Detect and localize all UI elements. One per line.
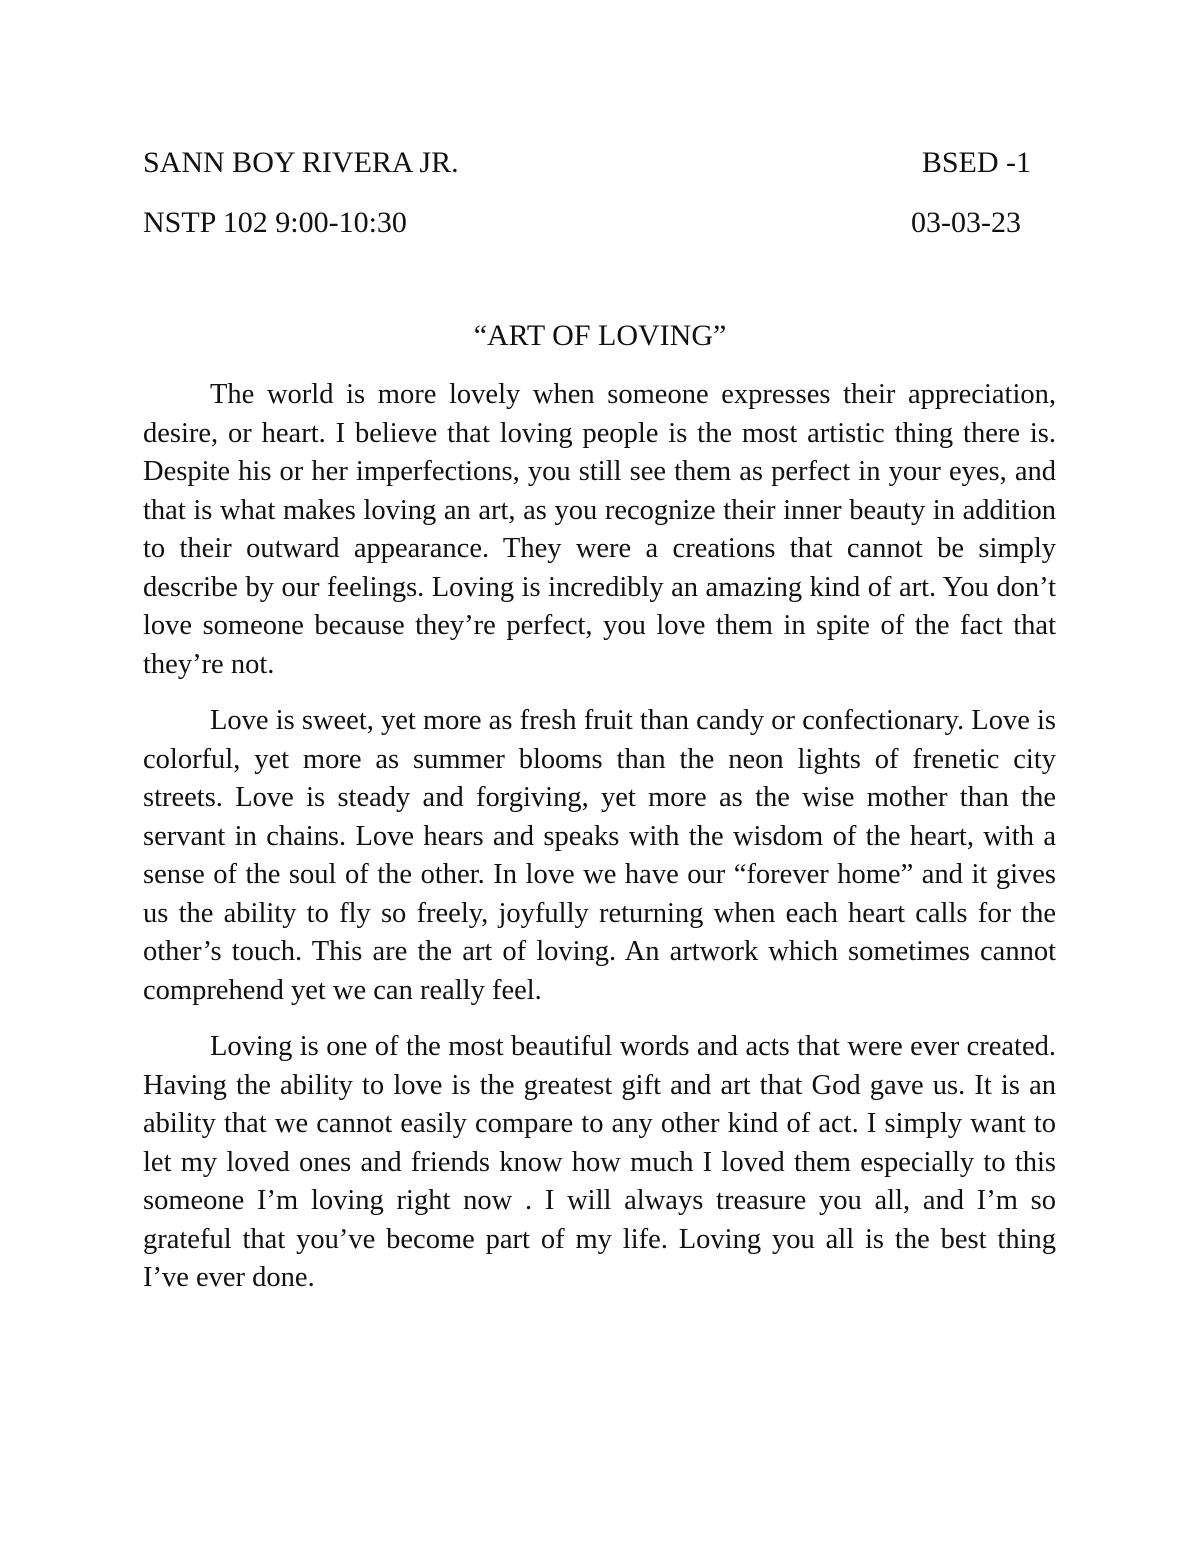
essay-body [143, 376, 1056, 1316]
paragraph-1: The world is more lovely when someone expresses their appreciation, desire, or heart. I believe that loving people is the most artistic thing there is. Despite his or her imperfections, you still see them as perfect in your eyes, and that is what makes loving an art, as you recognize their inner beauty in addition to their outward appearance. They were a creations that cannot be simply describe by our feelings. Loving is incredibly an amazing kind of art. You don’t love someone because they’re perfect, you love them in spite of the fact that they’re not. [143, 379, 1056, 680]
header-row-1 [143, 145, 1031, 181]
student-name: SANN BOY RIVERA JR. [143, 146, 459, 179]
course-schedule: NSTP 102 9:00-10:30 [143, 206, 407, 239]
student-section: BSED -1 [921, 146, 1031, 179]
header-row-2 [143, 205, 1031, 241]
essay-title: “ART OF LOVING” [473, 319, 727, 352]
submission-date: 03-03-23 [911, 206, 1021, 239]
paragraph-2: Love is sweet, yet more as fresh fruit than candy or confectionary. Love is colorful, yet more as summer blooms than the neon lights of frenetic city streets. Love is steady and forgiving, yet more as the wise mother than the servant in chains. Love hears and speaks with the wisdom of the heart, with a sense of the soul of the other. In love we have our “forever home” and it gives us the ability to fly so freely, joyfully returning when each heart calls for the other’s touch. This are the art of loving. An artwork which sometimes cannot comprehend yet we can really feel. [143, 705, 1056, 1006]
paragraph-3: Loving is one of the most beautiful words and acts that were ever created. Having the ability to love is the greatest gift and art that God gave us. It is an ability that we cannot easily compare to any other kind of act. I simply want to let my loved ones and friends know how much I loved them especially to this someone I’m loving right now . I will always treasure you all, and I’m so grateful that you’ve become part of my life. Loving you all is the best thing I’ve ever done. [143, 1031, 1056, 1293]
